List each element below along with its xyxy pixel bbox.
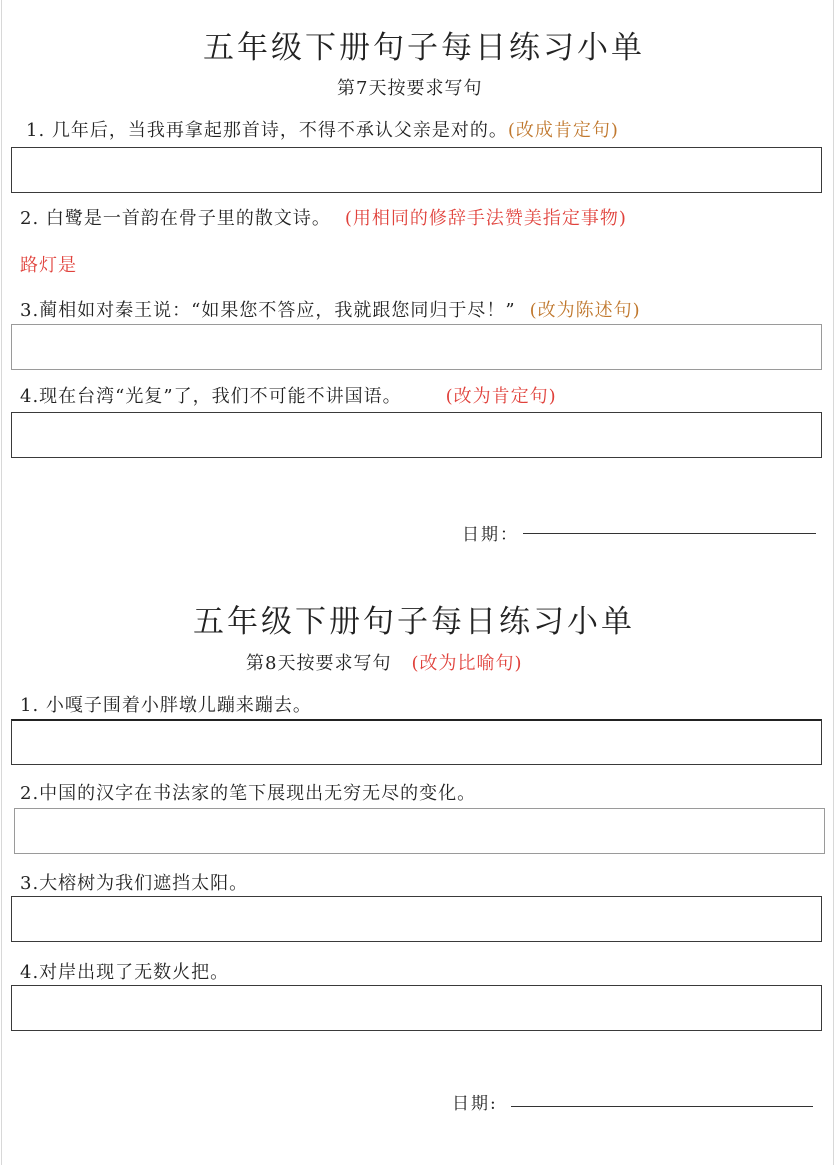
sheet1-answer-box-3[interactable] <box>11 324 822 370</box>
sheet2-question-3: 3.大榕树为我们遮挡太阳。 <box>20 873 249 894</box>
sheet2-answer-box-2[interactable] <box>14 808 825 854</box>
question-text: 1. 几年后，当我再拿起那首诗，不得不承认父亲是对的。 <box>26 120 508 141</box>
sheet1-answer-box-4[interactable] <box>11 412 822 458</box>
sheet1-subtitle: 第7天按要求写句 <box>337 78 483 99</box>
sheet1-answer-box-1[interactable] <box>11 147 822 193</box>
sheet1-date-line[interactable] <box>523 533 816 534</box>
question-instruction: (改成肯定句) <box>507 120 619 141</box>
sheet2-answer-box-1[interactable] <box>11 719 822 765</box>
sheet2-date-line[interactable] <box>511 1106 813 1107</box>
sheet2-date-label: 日期: <box>452 1094 498 1114</box>
sheet2-answer-box-4[interactable] <box>11 985 822 1031</box>
sheet1-question-2 <box>20 204 627 230</box>
sheet2-subtitle: 第8天按要求写句 <box>246 653 392 674</box>
sheet2-question-1: 1. 小嘎子围着小胖墩儿蹦来蹦去。 <box>20 695 312 716</box>
sheet2-question-2: 2.中国的汉字在书法家的笔下展现出无穷无尽的变化。 <box>20 783 477 804</box>
sheet2-question-4: 4.对岸出现了无数火把。 <box>20 962 230 983</box>
sheet2-answer-box-3[interactable] <box>11 896 822 942</box>
question-instruction: (改为肯定句) <box>445 386 557 407</box>
sheet1-question-2-prompt: 路灯是 <box>20 255 77 276</box>
question-instruction: (改为陈述句) <box>529 300 641 321</box>
question-text: 2. 白鹭是一首韵在骨子里的散文诗。 <box>20 208 331 229</box>
sheet1-question-1 <box>26 116 619 142</box>
sheet2-subtitle-row <box>246 649 523 675</box>
sheet2-subtitle-instruction: (改为比喻句) <box>411 653 523 674</box>
question-text: 3.蔺相如对秦王说：“如果您不答应，我就跟您同归于尽！” <box>20 300 516 321</box>
sheet1-question-4 <box>20 382 557 408</box>
sheet2-title: 五年级下册句子每日练习小单 <box>193 604 635 640</box>
sheet1-title: 五年级下册句子每日练习小单 <box>203 30 645 66</box>
question-text: 4.现在台湾“光复”了，我们不可能不讲国语。 <box>20 386 402 407</box>
sheet1-date-label: 日期： <box>462 525 519 545</box>
sheet1-question-3 <box>20 296 641 322</box>
question-instruction: (用相同的修辞手法赞美指定事物) <box>344 208 627 229</box>
